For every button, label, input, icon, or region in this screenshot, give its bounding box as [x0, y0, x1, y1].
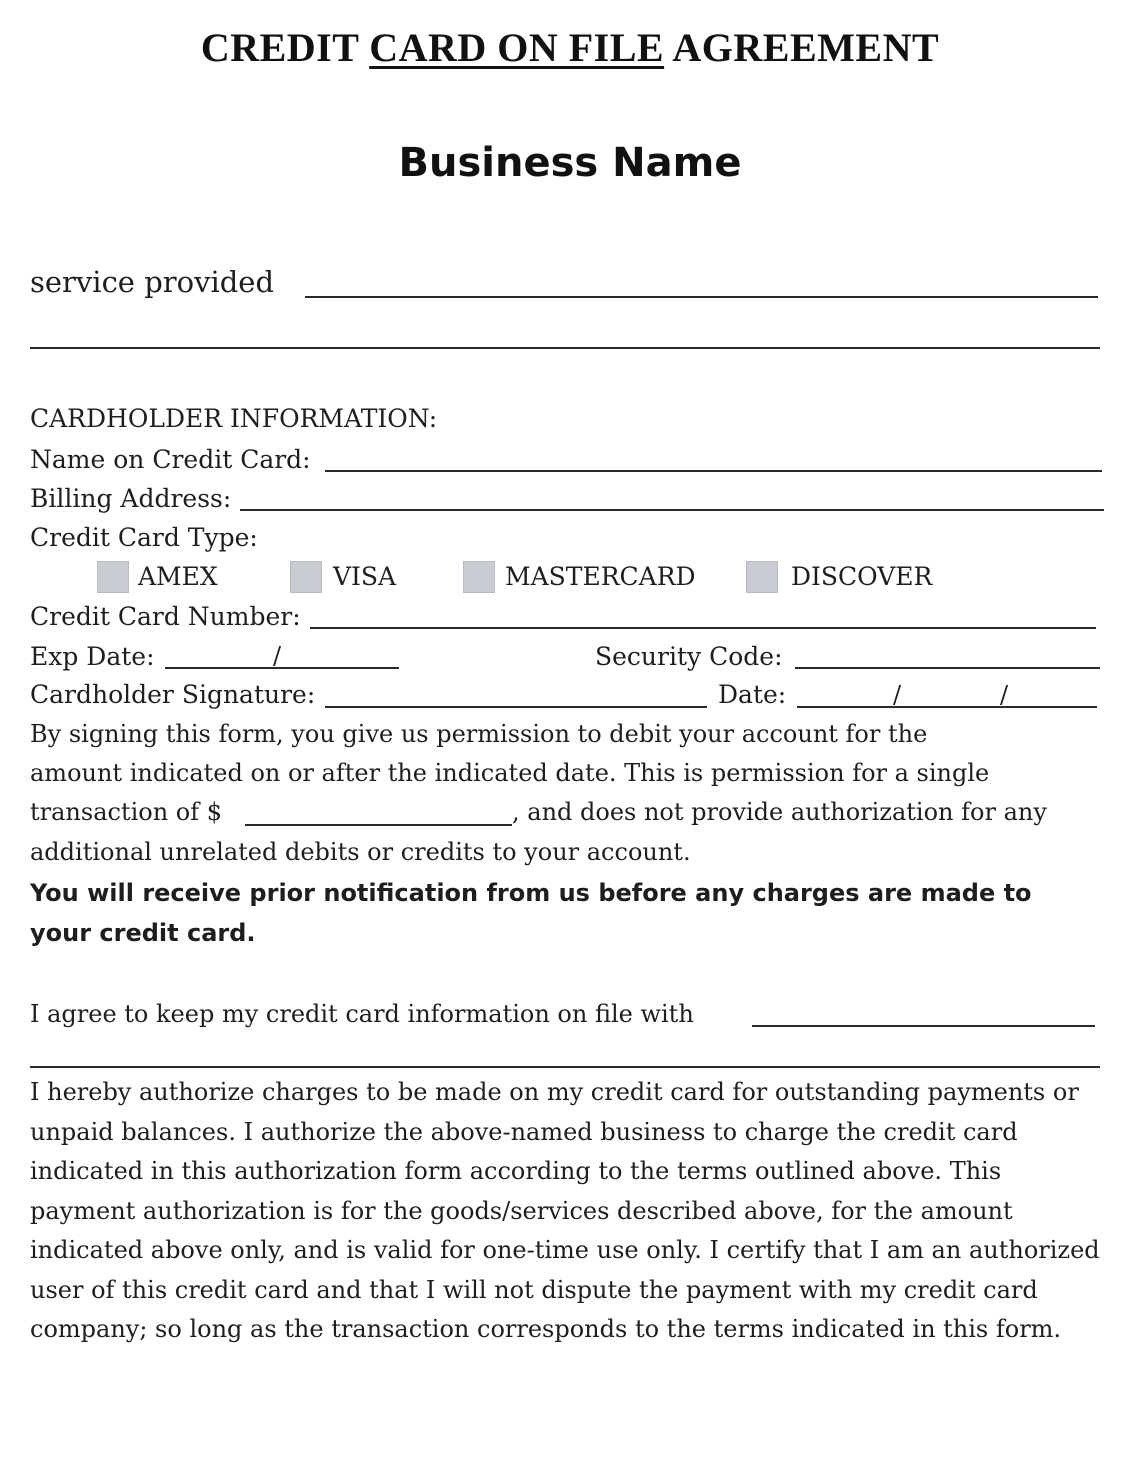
title-pre: CREDIT: [200, 25, 370, 70]
signature-field[interactable]: [325, 706, 707, 708]
permission-line-4: additional unrelated debits or credits to your account.: [30, 838, 691, 866]
security-code-field[interactable]: [795, 667, 1100, 669]
card-number-label: Credit Card Number:: [30, 602, 301, 631]
date-separator-1: /: [893, 681, 902, 709]
mastercard-label: MASTERCARD: [505, 562, 696, 591]
security-code-label: Security Code:: [595, 642, 783, 671]
transaction-amount-field[interactable]: [245, 824, 512, 826]
billing-address-label: Billing Address:: [30, 484, 232, 513]
exp-date-separator: /: [273, 642, 282, 670]
name-on-card-field[interactable]: [325, 470, 1102, 472]
discover-label: DISCOVER: [791, 562, 933, 591]
signature-date-label: Date:: [718, 680, 787, 709]
authorization-text: I hereby authorize charges to be made on my credit card for outstanding payments or unpaid balances. I authorize the above-named business to charge the credit card indicated in this authorization form according to the terms outlined above. This payment authorization is for the goods/services described above, for the amount indicated above only, and is valid for one-time use only. I certify that I am an authorized user of this credit card and that I will not dispute the payment with my credit card company; so long as the transaction corresponds to the terms indicated in this form.: [30, 1078, 1100, 1343]
permission-line-2: amount indicated on or after the indicated date. This is permission for a single: [30, 759, 990, 787]
amex-checkbox[interactable]: [97, 561, 129, 593]
agree-text: I agree to keep my credit card information on file with: [30, 1000, 694, 1028]
permission-line-3-pre: transaction of $: [30, 798, 223, 826]
business-name: Business Name: [398, 140, 742, 186]
business-on-file-field[interactable]: [752, 1025, 1095, 1027]
signature-label: Cardholder Signature:: [30, 680, 316, 709]
date-separator-2: /: [1000, 681, 1009, 709]
amex-label: AMEX: [138, 562, 218, 591]
service-provided-field[interactable]: [305, 296, 1098, 298]
name-on-card-label: Name on Credit Card:: [30, 445, 311, 474]
permission-line-3-post: , and does not provide authorization for any: [512, 798, 1047, 826]
cardholder-section-title: CARDHOLDER INFORMATION:: [30, 404, 438, 433]
permission-line-1: By signing this form, you give us permission to debit your account for the: [30, 720, 928, 748]
title-post: AGREEMENT: [664, 25, 940, 70]
billing-address-field[interactable]: [240, 509, 1104, 511]
card-number-field[interactable]: [310, 627, 1096, 629]
signature-date-field[interactable]: [797, 706, 1097, 708]
prior-notification-notice: You will receive prior notification from us before any charges are made to your credit card.: [30, 879, 1032, 947]
title-underlined: CARD ON FILE: [369, 25, 665, 70]
service-provided-field-2[interactable]: [30, 347, 1100, 349]
discover-checkbox[interactable]: [746, 561, 778, 593]
service-provided-label: service provided: [30, 265, 275, 299]
exp-date-field[interactable]: [165, 667, 399, 669]
mastercard-checkbox[interactable]: [463, 561, 495, 593]
visa-label: VISA: [333, 562, 397, 591]
exp-date-label: Exp Date:: [30, 642, 155, 671]
form-title: [0, 24, 1140, 71]
card-type-label: Credit Card Type:: [30, 523, 258, 552]
business-on-file-field-2[interactable]: [30, 1066, 1100, 1068]
visa-checkbox[interactable]: [290, 561, 322, 593]
